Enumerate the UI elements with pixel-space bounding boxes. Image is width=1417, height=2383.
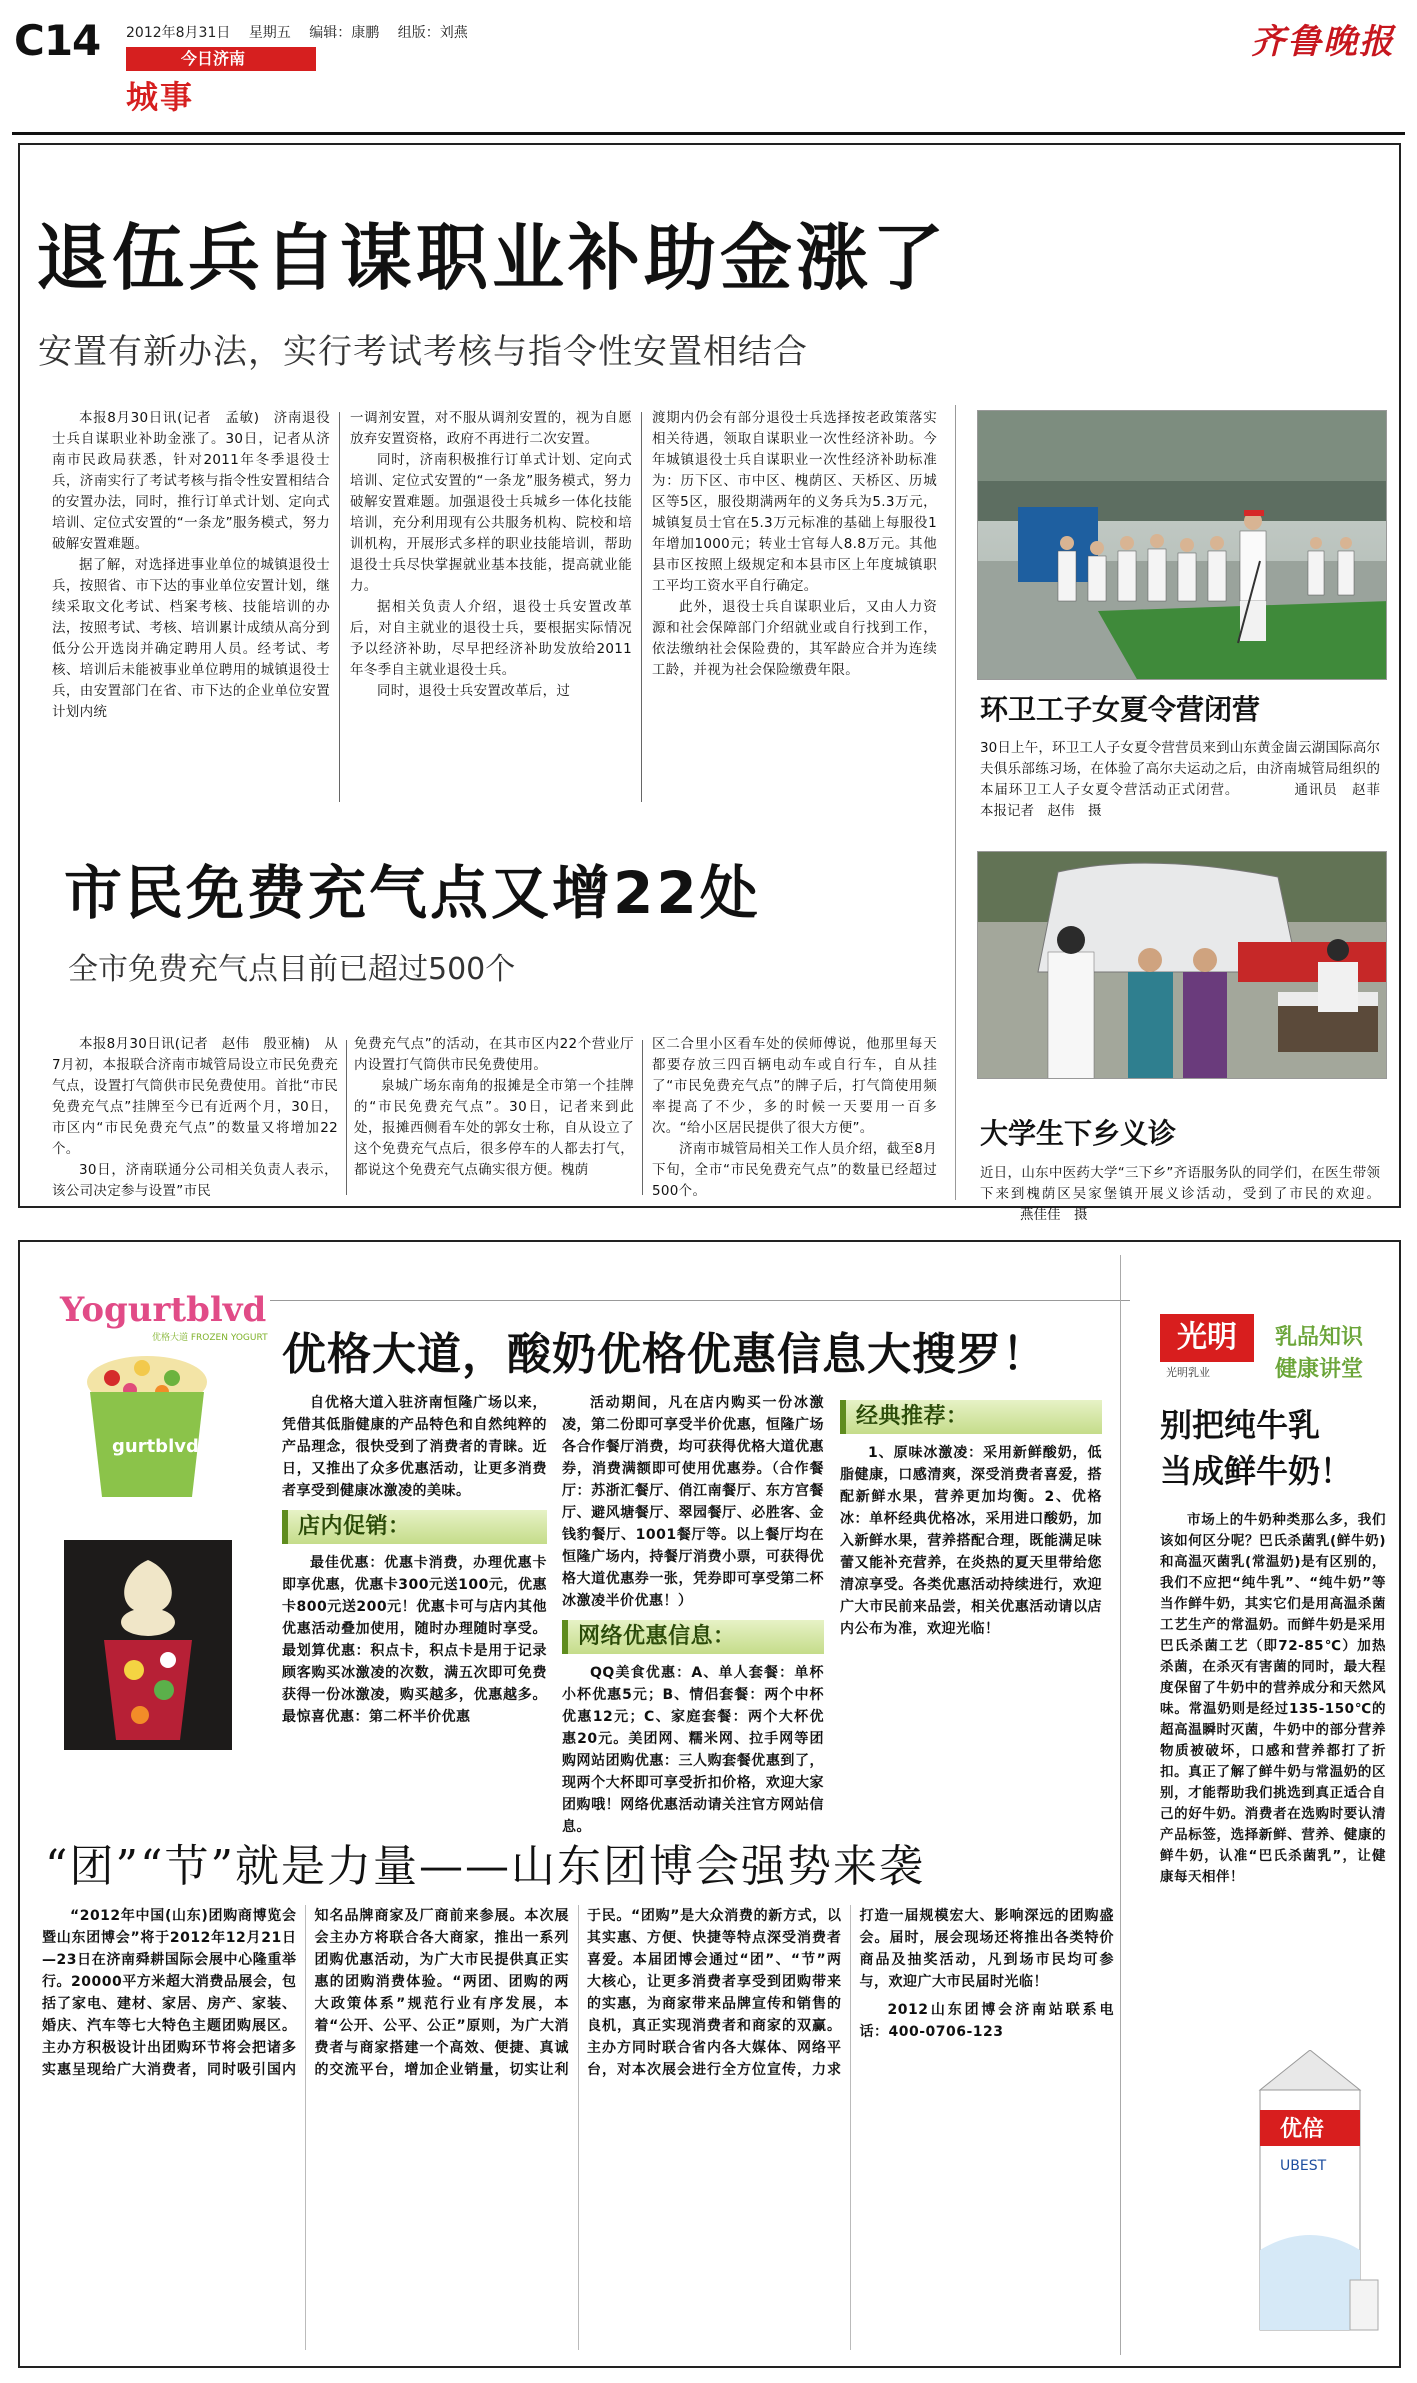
page-number: C14	[14, 16, 101, 65]
story2-subheadline: 全市免费充气点目前已超过500个	[68, 952, 516, 987]
ad1-title: 优格大道，酸奶优格优惠信息大搜罗！	[282, 1329, 1047, 1380]
lead-subheadline: 安置有新办法，实行考试考核与指令性安置相结合	[38, 332, 808, 372]
ad3-title-line1: 别把纯牛乳	[1160, 1406, 1321, 1444]
paragraph: 泉城广场东南角的报摊是全市第一个挂牌的“市民免费充气点”。30日，记者来到此处，报摊西侧看车处的郭女士称，自从设立了这个免费充气点后，很多停车的人都去打气，都说这个免费充气点确实很方便。槐荫	[354, 1078, 634, 1178]
paragraph: “2012年中国(山东)团购商博览会暨山东团博会”将于2012年12月21日—23日在济南舜耕国际会展中心隆重举行。20000平方米超大消费品展会，包括了家电、建材、家居、房产、家装、婚庆、汽车等七大特色主题团购展区。主办方积极设计出团购环节将会把诸多实惠呈现给广大消费者，同时吸引国内知名品牌商家及厂商前来参展。本次展会主办方将联合各大商家，推出一系列团购优惠活动，为广大市民提供真正实惠的团购消费体验。“两团、团购的两大政策体系”规范行业有序发展，本着“公开、公平、公正”原则，为广大消费者与商家搭建一个高效、便捷、真诚的交流平台，增加企业销量，切实让利于民。“团购”是大众消费的新方式，以其实惠、方便、快捷等特点深受消费者喜爱。本届团博会通过“团”、“节”两大核心，让更多消费者享受到团购带来的实惠，为商家带来品牌宣传和销售的良机，真正实现消费者和商家的双赢。主办方同时联合省内各大媒体、网络平台，对本次展会进行全方位宣传，力求打造一届规模宏大、影响深远的团购盛会。届时，展会现场还将推出各类特价商品及抽奖活动，凡到场市民均可参与，欢迎广大市民届时光临！	[42, 1908, 1114, 2078]
editor-credit: 编辑：康鹏	[309, 25, 380, 41]
ad1-section-instore: 店内促销：	[282, 1510, 547, 1544]
paragraph: 济南市城管局相关工作人员介绍，截至8月下旬，全市“市民免费充气点”的数量已经超过500个。	[652, 1141, 937, 1199]
lead-story-col3	[652, 408, 937, 681]
story2-col1	[52, 1034, 338, 1202]
paragraph: 区二合里小区看车处的侯师傅说，他那里每天都要存放三四百辆电动车或自行车，自从挂了“市民免费充气点”的牌子后，打气筒使用频率提高了不少，多的时候一天要用一百多次。“给小区居民提供了很大方便”。	[652, 1036, 937, 1136]
photo-summer-camp	[977, 410, 1387, 680]
logo-text: Yogurtblvd	[60, 1290, 267, 1330]
photo1-title: 环卫工子女夏令营闭营	[980, 693, 1261, 726]
clinic-photo	[978, 852, 1387, 1079]
ad1-section-recommend: 经典推荐：	[840, 1400, 1102, 1434]
tag-health-lecture: 健康讲堂	[1275, 1357, 1364, 1382]
photo-credit: 通讯员 赵菲 本报记者 赵伟 摄	[980, 782, 1394, 819]
yogurtblvd-logo-sub: 优格大道 FROZEN YOGURT	[152, 1333, 268, 1343]
ad1-col2	[562, 1392, 824, 1838]
photo2-caption	[980, 1163, 1380, 1226]
layout-credit: 组版：刘燕	[397, 25, 468, 41]
yogurtblvd-logo	[60, 1290, 266, 1330]
caption-text: 近日，山东中医药大学“三下乡”齐语服务队的同学们，在医生带领下来到槐荫区吴家堡镇开展义诊活动，受到了市民的欢迎。	[980, 1165, 1380, 1202]
paragraph: 本报8月30日讯(记者 孟敏) 济南退役士兵自谋职业补助金涨了。30日，记者从济南市民政局获悉，针对2011年冬季退役士兵，济南实行了考试考核与指令性安置相结合的安置办法，同时，推行订单式计划、定向式培训、定位式安置的“一条龙”服务模式，努力破解安置难题。	[52, 410, 330, 552]
golf-practice-photo	[978, 411, 1387, 680]
guangming-logo-sub: 光明乳业	[1166, 1366, 1210, 1379]
paragraph: QQ美食优惠：A、单人套餐：单杯小杯优惠5元；B、情侣套餐：两个中杯优惠12元；C、家庭套餐：两个大杯优惠20元。美团网、糯米网、拉手网等团购网站团购优惠：三人购套餐优惠到了，现两个大杯即可享受折扣价格，欢迎大家团购哦！网络优惠活动请关注官方网站信息。	[562, 1665, 824, 1835]
photo-credit: 燕佳佳 摄	[1020, 1207, 1088, 1223]
paragraph: 免费充气点”的活动，在其市区内22个营业厅内设置打气筒供市民免费使用。	[354, 1036, 634, 1073]
paragraph: 据相关负责人介绍，退役士兵安置改革后，对自主就业的退役士兵，要根据实际情况予以经济补助，尽早把经济补助发放给2011年冬季自主就业退役士兵。	[350, 599, 632, 678]
caption-text: 30日上午，环卫工人子女夏令营营员来到山东黄金崮云湖国际高尔夫俱乐部练习场，在体验了高尔夫运动之后，由济南城管局组织的本届环卫工人子女夏令营活动正式闭营。	[980, 740, 1380, 798]
paragraph: 此外，退役士兵自谋职业后，又由人力资源和社会保障部门介绍就业或自行找到工作，依法缴纳社会保险费的，其军龄应合并为连续工龄，并视为社会保险缴费年限。	[652, 599, 937, 678]
column-divider	[955, 405, 956, 1200]
carton-en-text: UBEST	[1280, 2158, 1327, 2174]
header-rule	[12, 132, 1405, 135]
column-divider	[1120, 1255, 1121, 2355]
lead-story-col1	[52, 408, 330, 723]
ad1-col1	[282, 1392, 547, 1728]
ad3-title-line2: 当成鲜牛奶！	[1160, 1452, 1353, 1490]
ad2-body	[42, 1905, 1114, 2350]
ad2-contact: 2012山东团博会济南站联系电话：400-0706-123	[859, 2002, 1114, 2040]
masthead-logo: 齐鲁晚报	[1251, 22, 1395, 62]
region-tag: 今日济南	[126, 47, 316, 71]
carton-brand-text: 优倍	[1280, 2117, 1325, 2142]
issue-weekday: 星期五	[248, 25, 291, 41]
story2-col3	[652, 1034, 937, 1202]
ad2-title: “团”“节”就是力量——山东团博会强势来袭	[45, 1841, 925, 1892]
paragraph: 市场上的牛奶种类那么多，我们该如何区分呢？巴氏杀菌乳(鲜牛奶)和高温灭菌乳(常温奶)是有区别的，我们不应把“纯牛乳”、“纯牛奶”等当作鲜牛奶，其实它们是用高温杀菌工艺生产的常温奶。而鲜牛奶是采用巴氏杀菌工艺（即72-85℃）加热杀菌，在杀灭有害菌的同时，最大程度保留了牛奶中的营养成分和天然风味。常温奶则是经过135-150℃的超高温瞬时灭菌，牛奶中的部分营养物质被破坏，口感和营养都打了折扣。真正了解了鲜牛奶与常温奶的区别，才能帮助我们挑选到真正适合自己的好牛奶。消费者在选购时要认清产品标签，选择新鲜、营养、健康的鲜牛奶，认准“巴氏杀菌乳”，让健康每天相伴！	[1160, 1512, 1386, 1885]
lead-story-col2	[350, 408, 632, 702]
tag-dairy-knowledge: 乳品知识	[1275, 1325, 1364, 1350]
lead-headline: 退伍兵自谋职业补助金涨了	[36, 216, 949, 300]
paragraph: 本报8月30日讯(记者 赵伟 殷亚楠) 从7月初，本报联合济南市城管局设立市民免费充气点，设置打气筒供市民免费使用。首批“市民免费充气点”挂牌至今已有近两个月，30日，市区内“市民免费充气点”的数量又将增加22个。	[52, 1036, 338, 1157]
photo2-title: 大学生下乡义诊	[980, 1117, 1177, 1150]
photo-free-clinic	[977, 851, 1387, 1079]
paragraph: 1、原味冰激凌：采用新鲜酸奶，低脂健康，口感清爽，深受消费者喜爱，搭配新鲜水果，营养更加均衡。2、优格冰：单杯经典优格冰，采用进口酸奶，加入新鲜水果，营养搭配合理，既能满足味蕾又能补充营养，在炎热的夏天里带给您清凉享受。各类优惠活动持续进行，欢迎广大市民前来品尝，相关优惠活动请以店内公布为准，欢迎光临！	[840, 1445, 1102, 1637]
section-name: 城事	[126, 78, 195, 116]
column-divider	[641, 412, 642, 802]
paragraph: 同时，退役士兵安置改革后，过	[377, 683, 571, 699]
paragraph: 30日，济南联通分公司相关负责人表示，该公司决定参与设置”市民	[52, 1162, 338, 1199]
yogurt-cup-image	[72, 1352, 222, 1502]
paragraph: 据了解，对选择进事业单位的城镇退役士兵，按照省、市下达的事业单位安置计划，继续采取文化考试、档案考核、技能培训的办法，按照考试、考核、培训累计成绩从高分到低分公开选岗并确定聘用人员。经考试、考核、培训后未能被事业单位聘用的城镇退役士兵，由安置部门在省、市下达的企业单位安置计划内统	[52, 557, 330, 720]
paragraph: 自优格大道入驻济南恒隆广场以来，凭借其低脂健康的产品特色和自然纯粹的产品理念，很快受到了消费者的青睐。近日，又推出了众多优惠活动，让更多消费者享受到健康冰激凌的美味。	[282, 1395, 547, 1499]
guangming-logo: 光明	[1160, 1314, 1254, 1362]
ad1-title-rule	[270, 1300, 1130, 1301]
column-divider	[346, 1040, 347, 1195]
ad1-col3	[840, 1392, 1102, 1640]
yogurt-parfait-photo	[64, 1540, 232, 1750]
column-divider	[642, 1040, 643, 1195]
paragraph: 渡期内仍会有部分退役士兵选择按老政策落实相关待遇，领取自谋职业一次性经济补助。今年城镇退役士兵自谋职业一次性经济补助标准为：历下区、市中区、槐荫区、天桥区、历城区等5区，服役期满两年的义务兵为5.3万元，城镇复员士官在5.3万元标准的基础上每服役1年增加1000元；转业士官每人8.8万元。其他县市区按照上级规定和本县市区上年度城镇职工平均工资水平自行确定。	[652, 410, 937, 594]
header-meta	[126, 22, 482, 42]
column-divider	[339, 412, 340, 802]
ad1-section-online: 网络优惠信息：	[562, 1620, 824, 1654]
paragraph: 活动期间，凡在店内购买一份冰激凌，第二份即可享受半价优惠，恒隆广场各合作餐厅消费，均可获得优格大道优惠券，消费满额即可使用优惠券。（合作餐厅：苏浙汇餐厅、俏江南餐厅、东方宫餐厅、避风塘餐厅、翠园餐厅、必胜客、金钱豹餐厅、1001餐厅等。以上餐厅均在恒隆广场内，持餐厅消费小票，可获得优格大道优惠券一张，凭券即可享受第二杯冰激凌半价优惠！）	[562, 1395, 824, 1609]
story2-headline: 市民免费充气点又增22处	[64, 859, 761, 927]
issue-date: 2012年8月31日	[126, 25, 231, 41]
cup-logo-text: gurtblvd	[112, 1436, 199, 1457]
story2-col2	[354, 1034, 634, 1181]
paragraph: 一调剂安置，对不服从调剂安置的，视为自愿放弃安置资格，政府不再进行二次安置。	[350, 410, 632, 447]
paragraph: 同时，济南积极推行订单式计划、定向式培训、定位式安置的“一条龙”服务模式，努力破解安置难题。加强退役士兵城乡一体化技能培训，充分利用现有公共服务机构、院校和培训机构，开展形式多样的职业技能培训，帮助退役士兵尽快掌握就业基本技能，提高就业能力。	[350, 452, 632, 594]
milk-carton-image	[1240, 2050, 1380, 2340]
ad3-body	[1160, 1510, 1386, 1888]
paragraph: 最佳优惠：优惠卡消费，办理优惠卡即享优惠，优惠卡300元送100元，优惠卡800元送200元！优惠卡可与店内其他优惠活动叠加使用，随时办理随时享受。最划算优惠：积点卡，积点卡是用于记录顾客购买冰激凌的次数，满五次即可免费获得一份冰激凌，购买越多，优惠越多。最惊喜优惠：第二杯半价优惠	[282, 1555, 547, 1725]
photo1-caption	[980, 738, 1394, 822]
